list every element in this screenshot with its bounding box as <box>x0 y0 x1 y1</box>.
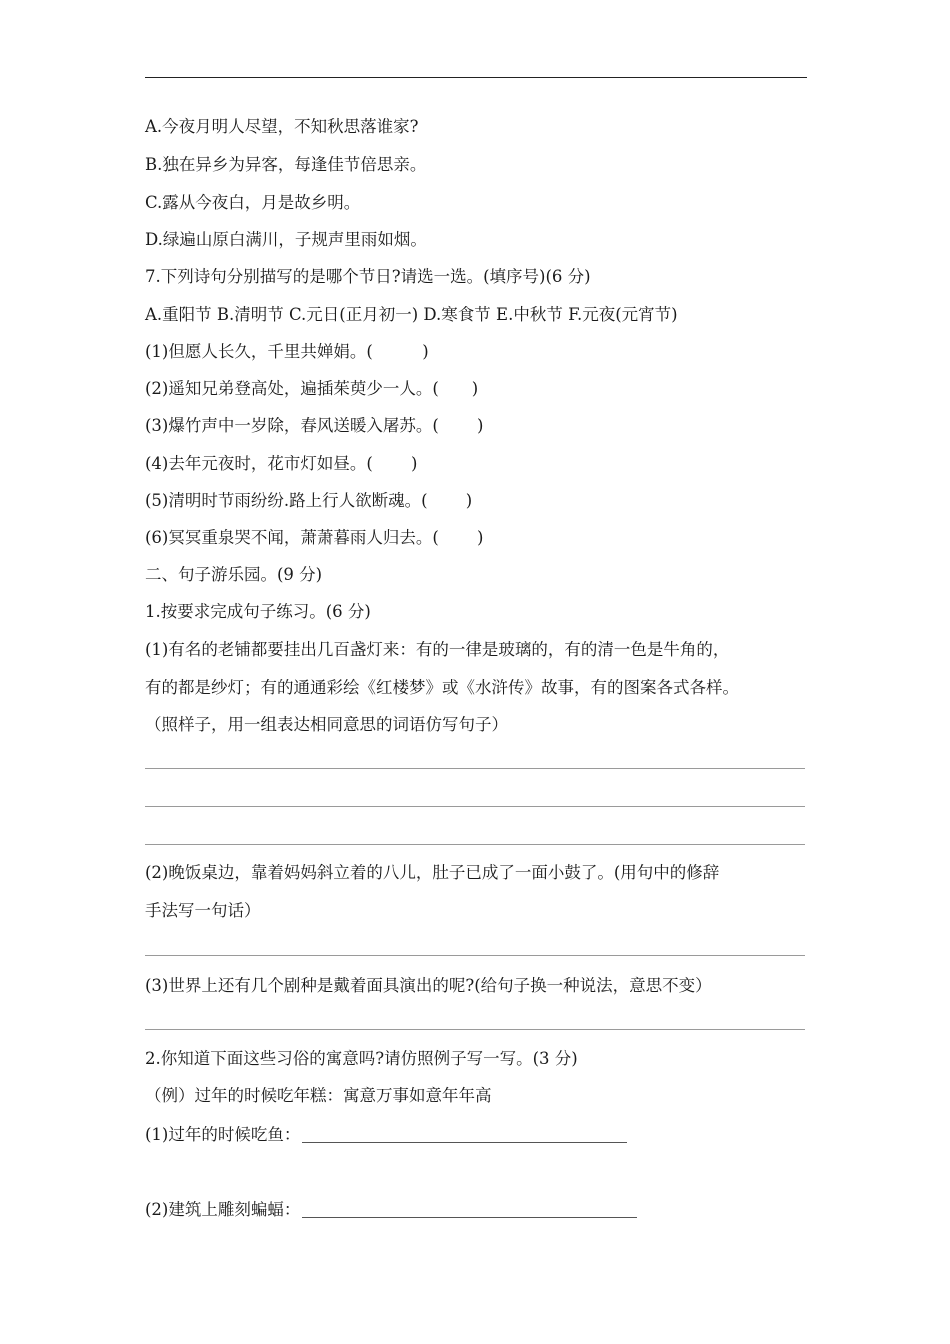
section-2-title: 二、句子游乐园。(9 分) <box>145 565 323 584</box>
q2-item <box>145 1125 627 1145</box>
option-c: C.露从今夜白，月是故乡明。 <box>145 193 361 212</box>
option-d: D.绿遍山原白满川，子规声里雨如烟。 <box>145 230 427 249</box>
answer-line[interactable] <box>145 768 805 769</box>
question-7-title: 7.下列诗句分别描写的是哪个节日?请选一选。(填序号)(6 分) <box>145 267 591 286</box>
question-7-item: (5)清明时节雨纷纷.路上行人欲断魂。( ) <box>145 491 473 510</box>
option-b: B.独在异乡为异客，每逢佳节倍思亲。 <box>145 155 427 174</box>
question-7-item: (2)遥知兄弟登高处，遍插茱萸少一人。( ) <box>145 379 479 398</box>
question-7-item: (6)冥冥重泉哭不闻，萧萧暮雨人归去。( ) <box>145 528 484 547</box>
header-rule <box>145 77 807 78</box>
option-a: A.今夜月明人尽望，不知秋思落谁家? <box>145 117 419 136</box>
q1-part3: (3)世界上还有几个剧种是戴着面具演出的呢?(给句子换一种说法，意思不变） <box>145 976 712 995</box>
answer-line[interactable] <box>145 844 805 845</box>
q2-item <box>145 1200 637 1220</box>
answer-underline[interactable] <box>302 1142 627 1143</box>
q1-part2-line: (2)晚饭桌边，靠着妈妈斜立着的八儿，肚子已成了一面小鼓了。(用句中的修辞 <box>145 863 720 882</box>
section-2-q1-title: 1.按要求完成句子练习。(6 分) <box>145 602 371 621</box>
q2-example: （例）过年的时候吃年糕：寓意万事如意年年高 <box>145 1086 492 1105</box>
answer-underline[interactable] <box>302 1217 637 1218</box>
q1-part1-line: (1)有名的老铺都要挂出几百盏灯来：有的一律是玻璃的，有的清一色是牛角的， <box>145 640 730 659</box>
answer-line[interactable] <box>145 955 805 956</box>
question-7-choices: A.重阳节 B.清明节 C.元日(正月初一) D.寒食节 E.中秋节 F.元夜(元宵节) <box>145 305 678 324</box>
q1-part2-line: 手法写一句话） <box>145 901 261 920</box>
q2-item-label: (2)建筑上雕刻蝙蝠： <box>145 1200 301 1219</box>
q1-part1-line: 有的都是纱灯；有的通通彩绘《红楼梦》或《水浒传》故事，有的图案各式各样。 <box>145 678 739 697</box>
q1-part1-instruction: （照样子，用一组表达相同意思的词语仿写句子） <box>145 715 508 734</box>
q2-item-label: (1)过年的时候吃鱼： <box>145 1125 301 1144</box>
question-7-item: (4)去年元夜时，花市灯如昼。( ) <box>145 454 418 473</box>
answer-line[interactable] <box>145 1029 805 1030</box>
question-7-item: (3)爆竹声中一岁除，春风送暖入屠苏。( ) <box>145 416 484 435</box>
section-2-q2-title: 2.你知道下面这些习俗的寓意吗?请仿照例子写一写。(3 分) <box>145 1049 578 1068</box>
answer-line[interactable] <box>145 806 805 807</box>
question-7-item: (1)但愿人长久，千里共婵娟。( ) <box>145 342 429 361</box>
